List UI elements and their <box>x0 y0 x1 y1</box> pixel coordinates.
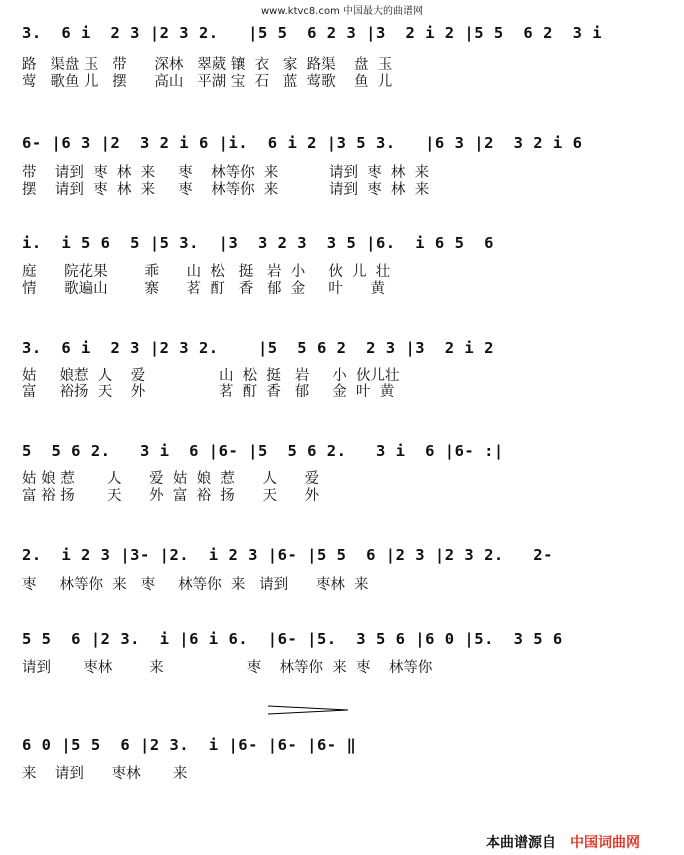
source-label: 本曲谱源自 <box>486 835 556 851</box>
notation-line-1: 3. 6 i 2 3 |2 3 2. |5 5 6 2 3 |3 2 i 2 |5 5 6 2 3 i <box>22 24 603 42</box>
notation-line-4: 3. 6 i 2 3 |2 3 2. |5 5 6 2 2 3 |3 2 i 2 <box>22 339 494 357</box>
lyrics-line-2a: 带 请到 枣 林 来 枣 林等你 来 请到 枣 林 来 <box>22 165 430 181</box>
notation-line-7: 5 5 6 |2 3. i |6 i 6. |6- |5. 3 5 6 |6 0 |5. 3 5 6 <box>22 630 563 648</box>
lyrics-line-5a: 姑 娘 惹 人 爱 姑 娘 惹 人 爱 <box>22 471 320 487</box>
notation-line-6: 2. i 2 3 |3- |2. i 2 3 |6- |5 5 6 |2 3 |2 3 2. 2- <box>22 546 553 564</box>
notation-line-5: 5 5 6 2. 3 i 6 |6- |5 5 6 2. 3 i 6 |6- :| <box>22 442 504 460</box>
lyrics-line-1a: 路 渠盘 玉 带 深林 翠葳 镶 衣 家 路渠 盘 玉 <box>22 57 393 73</box>
notation-line-8: 6 0 |5 5 6 |2 3. i |6- |6- |6- ‖ <box>22 736 357 754</box>
lyrics-line-8a: 来 请到 枣林 来 <box>22 766 188 782</box>
site-brand[interactable]: 中国词曲网 <box>570 835 640 851</box>
source-footer <box>486 832 640 852</box>
lyrics-line-2b: 摆 请到 枣 林 来 枣 林等你 来 请到 枣 林 来 <box>22 182 430 198</box>
lyrics-line-7a: 请到 枣林 来 枣 林等你 来 枣 林等你 <box>22 660 433 676</box>
lyrics-line-1b: 莺 歌鱼 儿 摆 高山 平湖 宝 石 蓝 莺歌 鱼 儿 <box>22 74 393 90</box>
decorative-lines-icon <box>268 702 348 718</box>
notation-line-3: i. i 5 6 5 |5 3. |3 3 2 3 3 5 |6. i 6 5 6 <box>22 234 494 252</box>
lyrics-line-5b: 富 裕 扬 天 外 富 裕 扬 天 外 <box>22 488 320 504</box>
lyrics-line-4a: 姑 娘惹 人 爱 山 松 挺 岩 小 伙儿壮 <box>22 368 400 384</box>
lyrics-line-3b: 情 歌遍山 寨 茗 酊 香 郁 金 叶 黄 <box>22 281 385 297</box>
notation-line-2: 6- |6 3 |2 3 2 i 6 |i. 6 i 2 |3 5 3. |6 3 |2 3 2 i 6 <box>22 134 583 152</box>
lyrics-line-3a: 庭 院花果 乖 山 松 挺 岩 小 伙 儿 壮 <box>22 264 391 280</box>
site-header: www.ktvc8.com 中国最大的曲谱网 <box>260 6 423 17</box>
lyrics-line-4b: 富 裕扬 天 外 茗 酊 香 郁 金 叶 黄 <box>22 384 395 400</box>
lyrics-line-6a: 枣 林等你 来 枣 林等你 来 请到 枣林 来 <box>22 577 369 593</box>
